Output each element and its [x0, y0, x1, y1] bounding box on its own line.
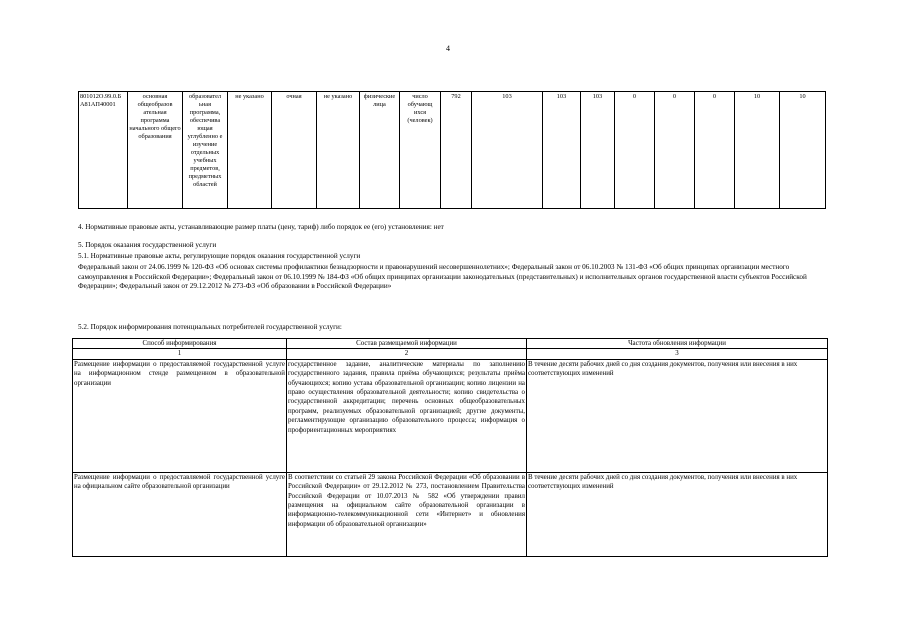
section-5-1-heading: 5.1. Нормативные правовые акты, регулирующие порядок оказания государственной услуги [78, 252, 361, 260]
laws-text: Федеральный закон от 24.06.1999 № 120-ФЗ «Об основах системы профилактики безнадзорности и правонарушений несовершеннолетних»; Федеральный закон от 06.10.2003 № 131-ФЗ «Об общих принципах организации местного самоуправления в Российской Федерации»; Федеральный закон от 06.10.1999 № 184-ФЗ «Об общих принципах организации законодательных (представительных) и исполнительных органов государственной власти субъектов Российской Федерации»; Федеральный закон от 29.12.2012 № 273-ФЗ «Об образовании в Российской Федерации» [78, 263, 807, 291]
content-cell: В соответствии со статьей 29 закона Российской Федерации «Об образовании в Российской Федерации» от 29.12.2012 № 273, постановлением Правительства Российской Федерации от 10.07.2013 № 582 «Об утверждении правил размещения на официальном сайте образовательной организации в информационно-телекоммуникационной сети «Интернет» и обновления информации об образовательной организации» [287, 472, 527, 556]
method-cell: Размещение информации о предоставляемой государственной услуге на официальном сайте образовательной организации [73, 472, 287, 556]
section-5-heading: 5. Порядок оказания государственной услуги [78, 241, 217, 249]
table-cell: 10 [735, 92, 780, 209]
column-header: Способ информирования [73, 339, 287, 349]
section-4-text: 4. Нормативные правовые акты, устанавливающие размер платы (цену, тариф) либо порядок ее (его) установления: нет [78, 223, 444, 231]
table-cell: не указано [317, 92, 360, 209]
table-cell: 0 [615, 92, 655, 209]
table-row [79, 92, 826, 209]
table-cell: 103 [543, 92, 581, 209]
informing-table [72, 338, 828, 557]
table-cell: физические лица [360, 92, 400, 209]
content-cell: государственное задание, аналитические материалы по заполнению государственного задания, правила приёма обучающихся; результаты приёма обучающихся; копию устава образовательной организации; копию лицензии на право осуществления образовательной деятельности; копию свидетельства о государственной аккредитации; перечень основных общеобразовательных программ, реализуемых образовательной организацией; другие документы, регламентирующие организацию образовательного процесса; информация о профориентационных мероприятиях [287, 359, 527, 472]
table-row [73, 472, 828, 556]
table-cell: основная общеобразов ательная программа начального общего образования [128, 92, 183, 209]
column-number: 2 [287, 349, 527, 359]
column-number: 1 [73, 349, 287, 359]
frequency-cell: В течение десяти рабочих дней со дня создания документов, получения или внесения в них соответствующих изменений [527, 359, 828, 472]
table-cell: не указано [228, 92, 272, 209]
column-number-row [73, 349, 828, 359]
section-5-2-heading: 5.2. Порядок информирования потенциальных потребителей государственной услуги: [78, 323, 342, 331]
column-header: Состав размещаемой информации [287, 339, 527, 349]
table-row [73, 359, 828, 472]
table-cell: 801012О.99.0.Б А81АП40001 [79, 92, 128, 209]
page-number: 4 [446, 44, 450, 53]
table-cell: число обучающ ихся (человек) [400, 92, 441, 209]
table-header-row [73, 339, 828, 349]
table-cell: 0 [695, 92, 735, 209]
table-cell: образовател ьная программа, обеспечива ющая углубленно е изучение отдельных учебных предметов, предметных областей [183, 92, 228, 209]
table-cell: очная [272, 92, 317, 209]
table-cell: 792 [441, 92, 472, 209]
table-cell: 0 [655, 92, 695, 209]
frequency-cell: В течение десяти рабочих дней со дня создания документов, получения или внесения в них соответствующих изменений [527, 472, 828, 556]
indicators-table [78, 91, 826, 209]
column-header: Частота обновления информации [527, 339, 828, 349]
column-number: 3 [527, 349, 828, 359]
table-cell: 103 [472, 92, 543, 209]
table-cell: 103 [581, 92, 615, 209]
method-cell: Размещение информации о предоставляемой государственной услуге на информационном стенде размещенном в образовательной организации [73, 359, 287, 472]
table-cell: 10 [780, 92, 826, 209]
